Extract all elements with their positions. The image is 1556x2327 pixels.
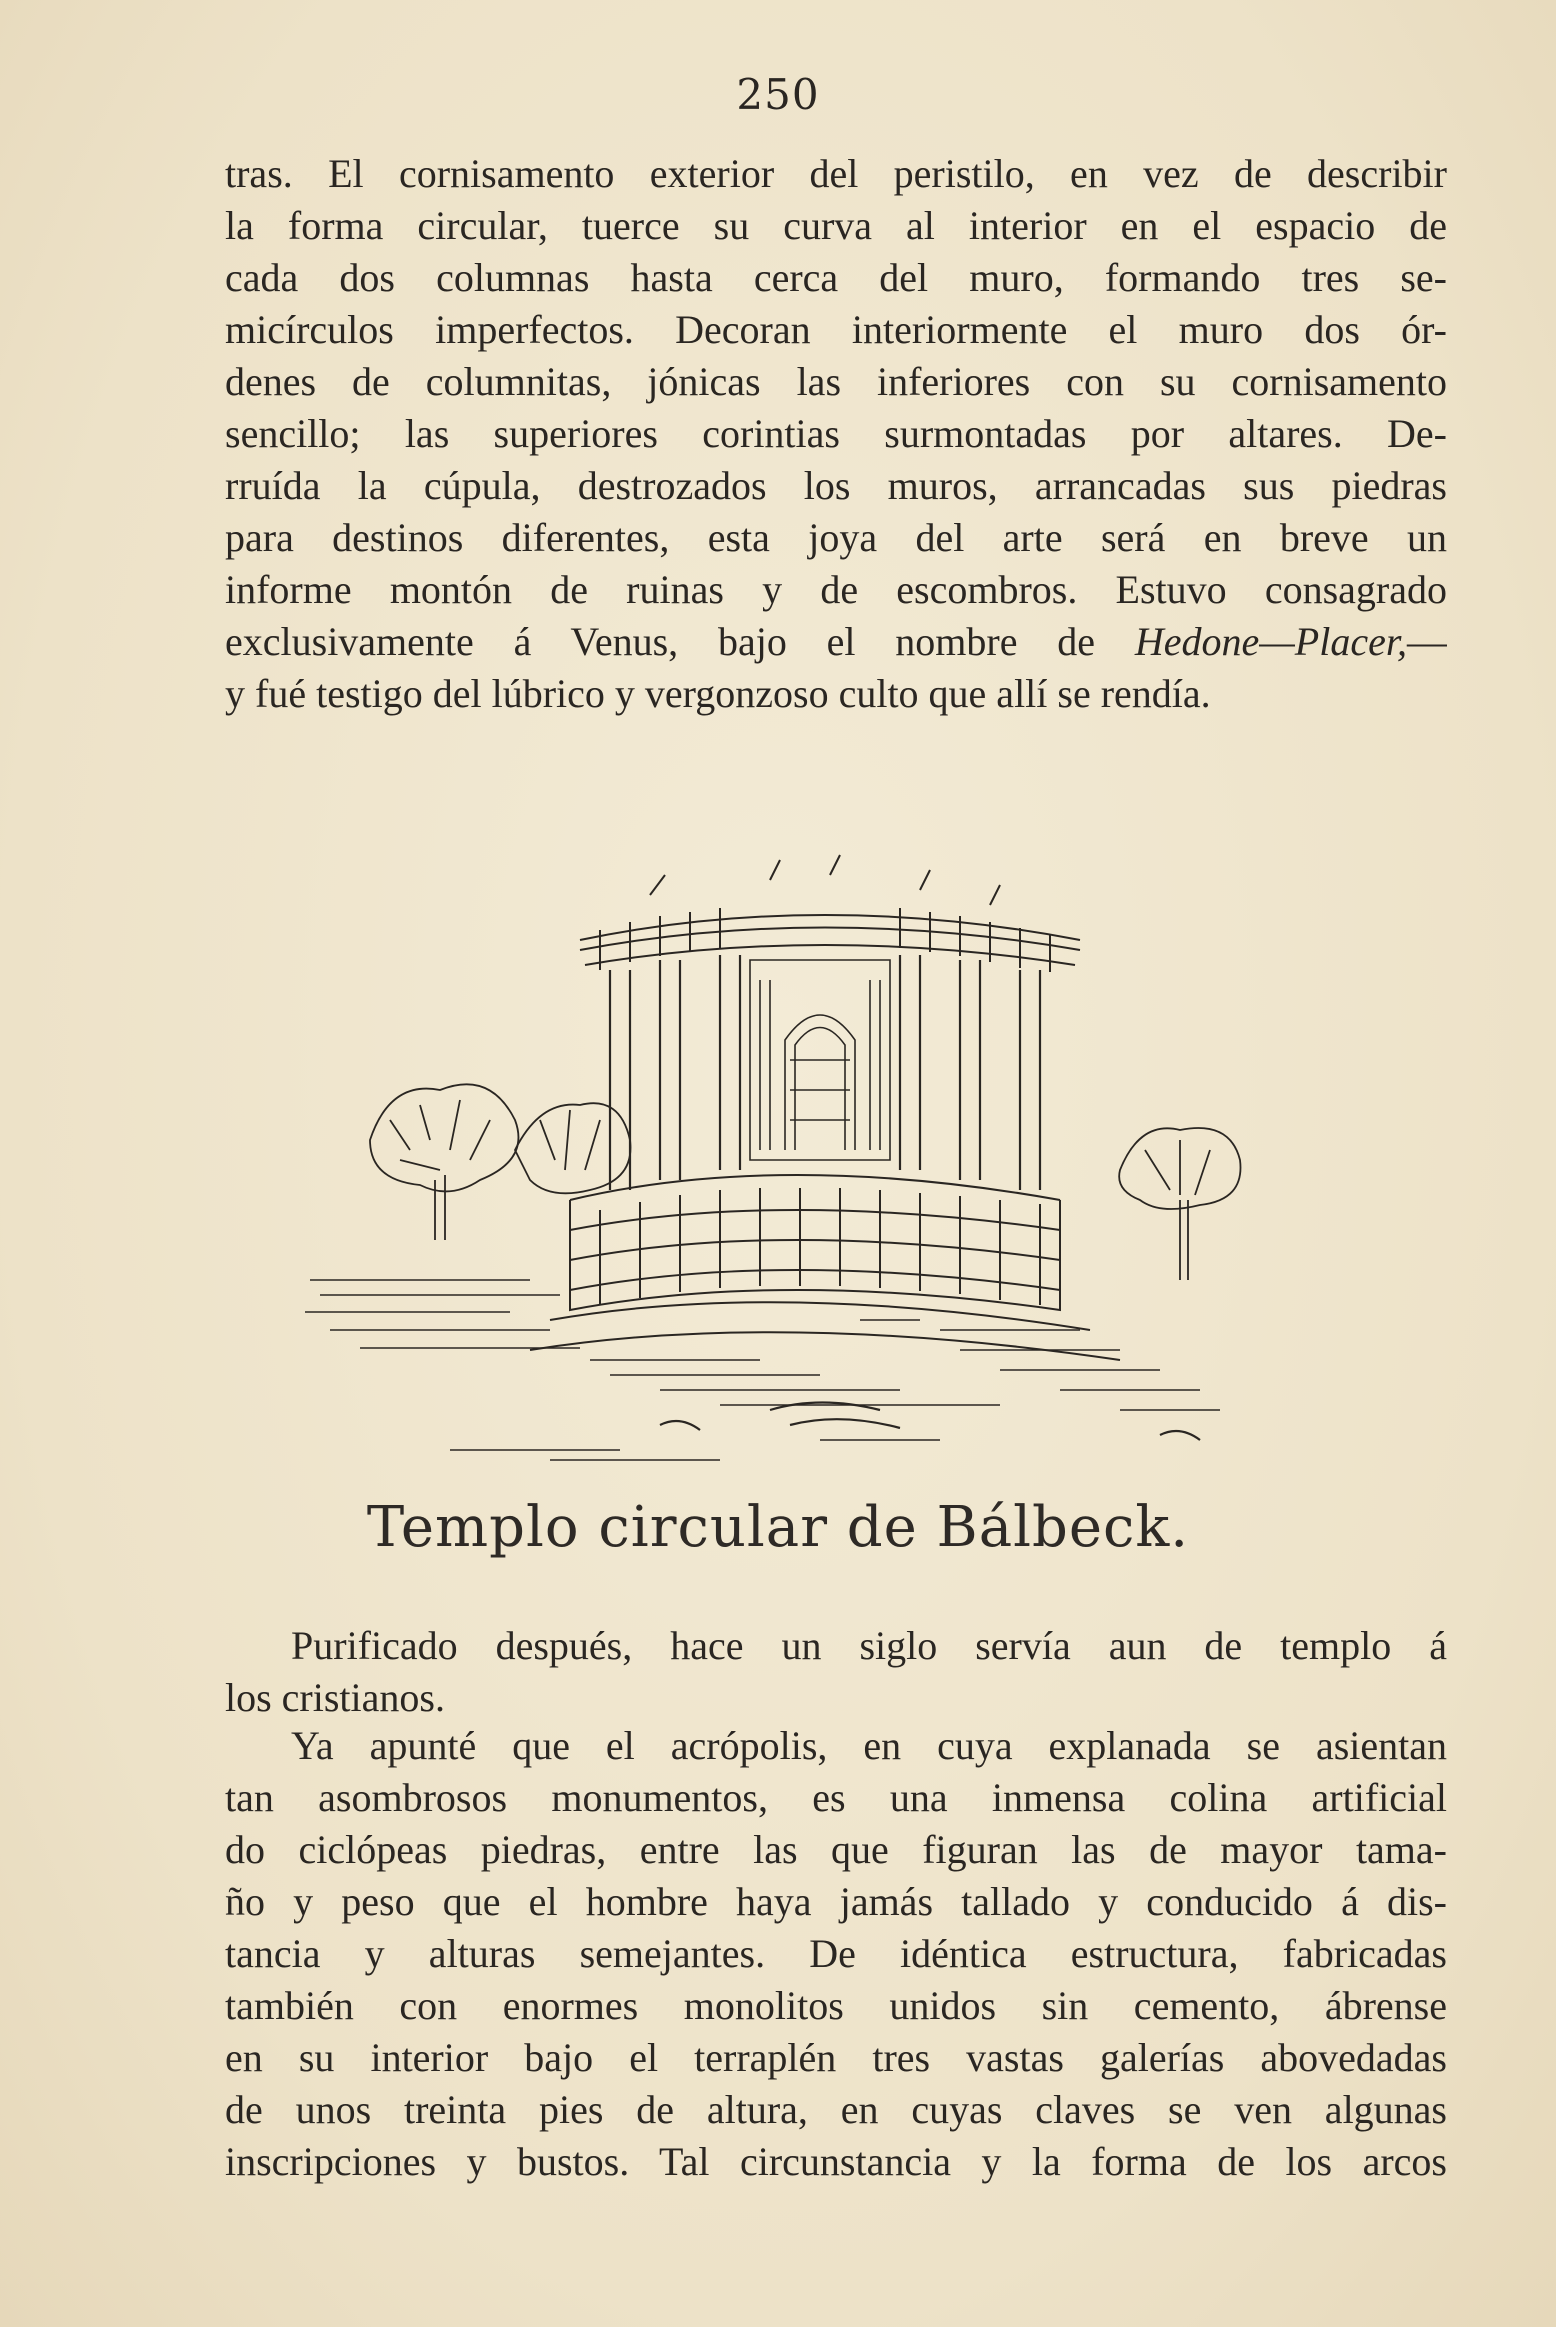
text-line: rruída la cúpula, destrozados los muros, arrancadas sus piedras — [225, 463, 1447, 508]
tree-right — [1119, 1128, 1240, 1280]
italic-term: Hedone—Placer, — [1134, 619, 1407, 664]
text-line: también con enormes monolitos unidos sin cemento, ábrense — [225, 1983, 1447, 2028]
temple-engraving-icon — [300, 850, 1360, 1470]
page-number: 250 — [736, 70, 820, 119]
text-line: informe montón de ruinas y de escombros. Estuvo consagrado — [225, 567, 1447, 612]
text-line: y fué testigo del lúbrico y vergonzoso culto que allí se rendía. — [225, 671, 1211, 716]
text-line: do ciclópeas piedras, entre las que figuran las de mayor tama- — [225, 1827, 1447, 1872]
temple-podium — [530, 1175, 1120, 1360]
text-line: sencillo; las superiores corintias surmontadas por altares. De- — [225, 411, 1447, 456]
paragraph-2 — [225, 1620, 1447, 1724]
text-fragment: — — [1407, 619, 1447, 664]
text-line: en su interior bajo el terraplén tres vastas galerías abovedadas — [225, 2035, 1447, 2080]
text-line: para destinos diferentes, esta joya del arte será en breve un — [225, 515, 1447, 560]
text-line: tancia y alturas semejantes. De idéntica estructura, fabricadas — [225, 1931, 1447, 1976]
text-line — [225, 616, 1447, 668]
illustration-caption: Templo circular de Bálbeck. — [366, 1495, 1190, 1560]
temple-cella — [750, 960, 890, 1160]
paragraph-3 — [225, 1720, 1447, 2188]
text-line: tan asombrosos monumentos, es una inmensa colina artificial — [225, 1775, 1447, 1820]
rubble — [660, 1403, 1200, 1441]
text-line: tras. El cornisamento exterior del peristilo, en vez de describir — [225, 151, 1447, 196]
text-line: Ya apunté que el acrópolis, en cuya explanada se asientan — [291, 1723, 1447, 1768]
text-line: los cristianos. — [225, 1675, 445, 1720]
tree-left — [370, 1084, 631, 1240]
paragraph-1 — [225, 148, 1447, 720]
text-line: de unos treinta pies de altura, en cuyas claves se ven algunas — [225, 2087, 1447, 2132]
temple-columns — [610, 955, 1040, 1190]
text-fragment: exclusivamente á Venus, bajo el nombre de — [225, 619, 1135, 664]
ground-hatching — [305, 1280, 1220, 1460]
text-line: micírculos imperfectos. Decoran interiormente el muro dos ór- — [225, 307, 1447, 352]
text-line: ño y peso que el hombre haya jamás tallado y conducido á dis- — [225, 1879, 1447, 1924]
text-line: cada dos columnas hasta cerca del muro, formando tres se- — [225, 255, 1447, 300]
text-line: denes de columnitas, jónicas las inferiores con su cornisamento — [225, 359, 1447, 404]
text-line: Purificado después, hace un siglo servía aun de templo á — [291, 1623, 1447, 1668]
temple-cornice — [580, 855, 1080, 972]
text-line: inscripciones y bustos. Tal circunstancia y la forma de los arcos — [225, 2139, 1447, 2184]
text-line: la forma circular, tuerce su curva al interior en el espacio de — [225, 203, 1447, 248]
